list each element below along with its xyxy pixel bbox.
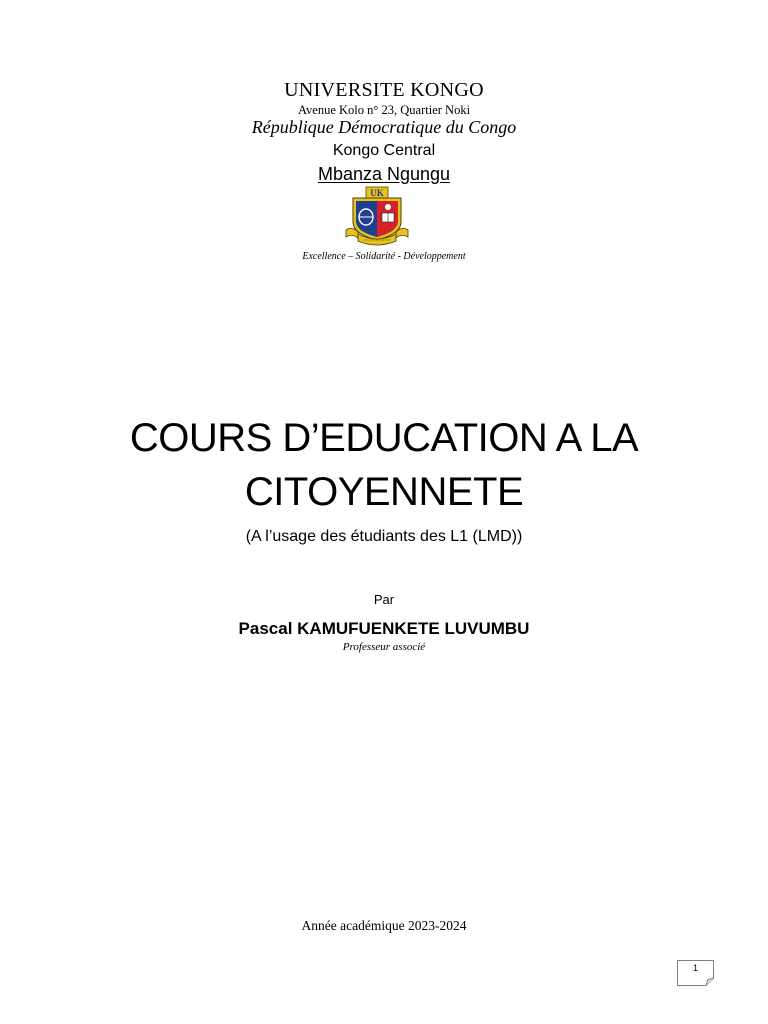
course-title-line-2: CITOYENNETE xyxy=(244,470,524,514)
province-name: Kongo Central xyxy=(332,142,436,159)
by-label: Par xyxy=(373,592,395,607)
page-number: 1 xyxy=(692,963,698,973)
university-logo xyxy=(344,186,410,248)
university-motto: Excellence – Solidarité - Développement xyxy=(302,251,466,262)
author-title: Professeur associé xyxy=(342,641,426,653)
city-name: Mbanza Ngungu xyxy=(317,164,451,184)
author-name: Pascal KAMUFUENKETE LUVUMBU xyxy=(238,619,530,638)
academic-year: Année académique 2023-2024 xyxy=(301,918,467,933)
university-address: Avenue Kolo n° 23, Quartier Noki xyxy=(297,103,471,117)
course-subtitle: (A l’usage des étudiants des L1 (LMD)) xyxy=(245,528,523,545)
country-name: République Démocratique du Congo xyxy=(251,117,517,137)
course-title-line-1: COURS D’EDUCATION A LA xyxy=(129,416,639,460)
university-name: UNIVERSITE KONGO xyxy=(284,79,484,101)
logo-letters: UK xyxy=(370,188,384,198)
